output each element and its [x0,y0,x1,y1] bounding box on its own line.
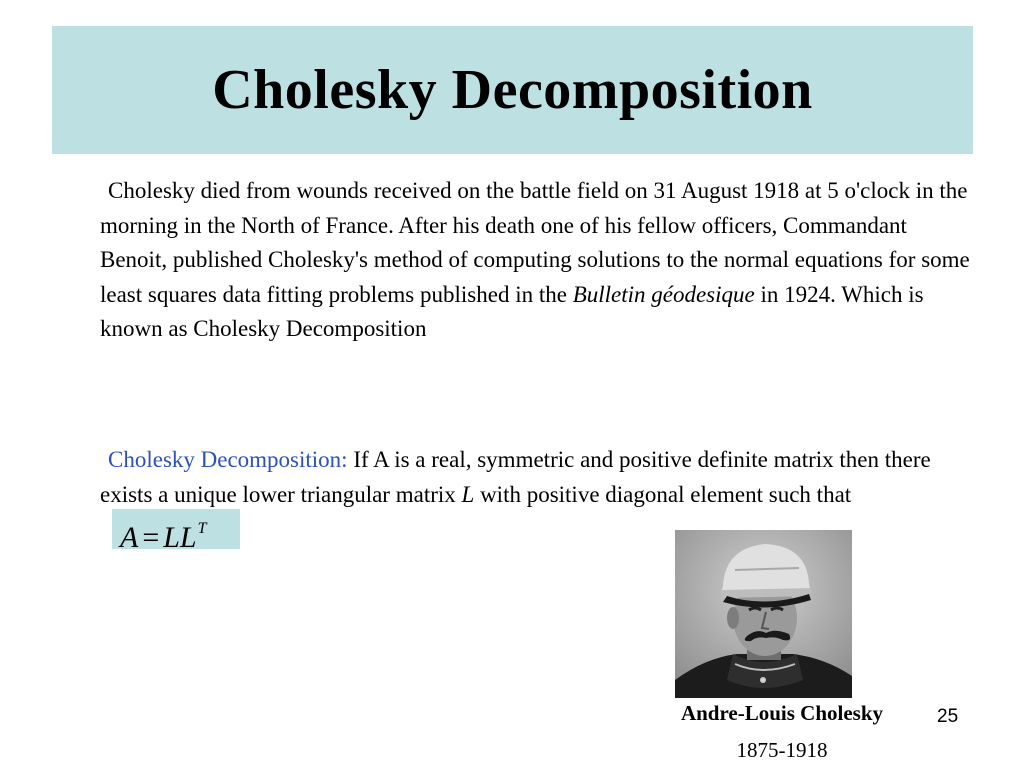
definition-text-a: If A is a real, symmetric and positive definite matrix then there exists a unique lower triangular matrix [100,447,931,507]
page-number: 25 [937,706,959,727]
biography-text-part2: in 1924. Which is known as Cholesky Decomposition [100,281,924,341]
slide-title: Cholesky Decomposition [212,59,813,121]
formula-rhs: LL [163,520,197,554]
definition-term: Cholesky Decomposition: [108,447,348,472]
title-bar [52,26,973,154]
formula-equals: = [142,520,160,554]
portrait-caption-years: 1875-1918 [736,738,828,762]
journal-title: Bulletin géodesique [572,281,755,307]
variable-L: L [461,481,475,507]
cholesky-portrait [675,530,852,698]
formula-box [112,509,240,554]
portrait-image [675,530,852,698]
formula-superscript: T [197,519,207,537]
formula [120,511,207,556]
biography-paragraph [100,174,970,347]
biography-text-part1: Cholesky died from wounds received on the battle field on 31 August 1918 at 5 o'clock in the morning in the North of France. After his death one of his fellow officers, Commandant Benoit, published Cholesky's method of computing solutions to the normal equations for some least squares data fitting problems published in the [100,178,970,307]
definition-text-b: with positive diagonal element such that [474,481,852,507]
formula-lhs: A [120,520,139,554]
portrait-caption-name: Andre-Louis Cholesky [680,701,884,725]
